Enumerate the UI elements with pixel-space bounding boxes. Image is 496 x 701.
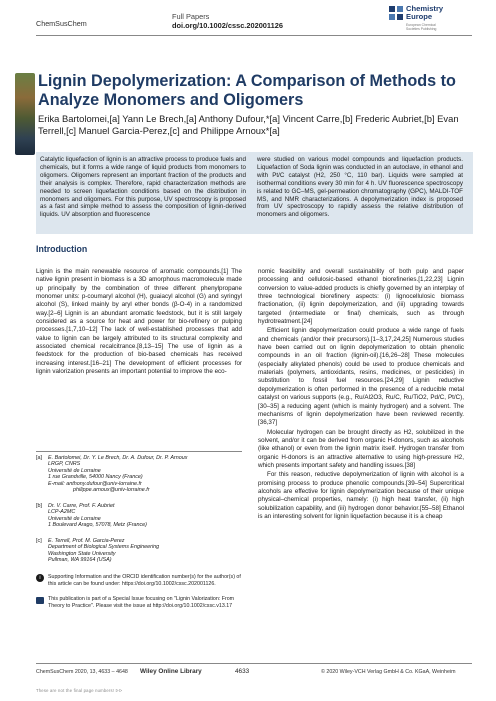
affiliation-line: Université de Lorraine [48, 467, 101, 474]
affiliation-rule [36, 451, 242, 452]
doi-link[interactable]: doi.org/10.1002/cssc.202001126 [172, 21, 283, 30]
affiliation-line: E. Terrell, Prof. M. Garcia-Perez [48, 538, 125, 544]
special-issue-text[interactable]: This publication is part of a Special Issue focusing on "Lignin Valorization: From Theory to Practice". Please visit the issue at http://doi.org/10.1002/cssc.v13.17 [48, 596, 235, 609]
body-paragraph: nomic feasibility and overall sustainability of both pulp and paper processing and cellulosic-based ethanol biorefineries.[1,22,23] Lignin conversion to value-added products is chiefly governed by an interplay of three technological biorefinery aspects: (i) lignocellulosic biomass fractionation, (ii) lignin depolymerization, and (iii) upgrading towards targeted (intermediate or final) chemicals, such as through hydrotreatment.[24] [258, 268, 464, 326]
paper-type: Full Papers [172, 12, 210, 21]
affiliation-line: 1 Boulevard Arago, 57078, Metz (France) [48, 522, 147, 529]
abstract-right-column: were studied on various model compounds and liquefaction products. Liquefaction of Soda lignin was conducted in an autoclave, in ethanol and with Pt/C catalyst (H2, 250 °C, 110 bar). Liquids were sampled at isothermal conditions every 30 min for 4 h. UV fluorescence spectroscopy is related to GC–MS, gel-permeation chromatography (GPC), MALDI-TOF MS, and NMR characterizations. A depolymerization index is proposed from UV spectroscopy to rapidly assess the relative distribution of monomers and oligomers. [257, 156, 463, 219]
affiliation-line: LCP-A2MC [48, 509, 76, 516]
logo-subtitle [406, 23, 476, 31]
chemistry-europe-logo-icon [389, 6, 403, 20]
logo-name-line1: Chemistry [406, 4, 444, 13]
body-paragraph: Lignin is the main renewable resource of aromatic compounds.[1] The native lignin present in biomass is a 3D amorphous macromolecule made up principally by the combination of three different phenylpropane monomer units: p-coumaryl alcohol (H), guaiacyl alcohol (G) and syringyl alcohol (S), linked mainly by aryl ether bonds (β-O-4) in a randomized way.[2–6] Lignin is an abundant aromatic feedstock, but it is still largely considered as a source for heat and power for bio-refinery or pulping processes.[1,7,10–12] The lack of well-established processes that add value to lignin can be largely attributed to its structural complexity and associated chemical recalcitrance.[8,13–15] The use of lignin as a feedstock for the production of bio-based chemicals has received increasing interest.[16–21] The development of efficient processes for lignin valorization presents an important potential to improve the eco- [36, 268, 242, 376]
affiliation-line: Pullman, WA 99164 (USA) [48, 557, 112, 564]
affiliation-label: [b] [36, 503, 42, 509]
page-number: 4633 [235, 668, 250, 675]
affiliation-line: Université de Lorraine [48, 515, 101, 522]
article-title: Lignin Depolymerization: A Comparison of Methods to Analyze Monomers and Oligomers [38, 72, 456, 109]
body-right-column [258, 268, 464, 522]
header-rule [36, 35, 472, 36]
logo-name [406, 5, 443, 22]
supporting-info-note [36, 574, 242, 587]
affiliation-label: [c] [36, 538, 42, 544]
affiliation-line: E. Bartolomei, Dr. Y. Le Brech, Dr. A. Dufour, Dr. P. Arnoux [48, 455, 188, 461]
footer-rule [36, 663, 472, 664]
affiliation-a [36, 455, 242, 494]
affiliation-line: LRGP, CNRS [48, 461, 81, 468]
affiliation-line: Washington State University [48, 550, 116, 557]
body-left-column [36, 268, 242, 377]
affiliation-b [36, 503, 242, 529]
chemistry-europe-logo [389, 4, 489, 38]
affiliation-c [36, 538, 242, 564]
affiliation-line: 1 rue Grandville, 54000 Nancy (France) [48, 474, 143, 481]
special-issue-icon [36, 597, 44, 604]
body-paragraph: For this reason, reductive depolymerization of lignin with alcohol is a promising process to produce phenolic compounds.[39–54] Supercritical alcohols are effective for lignin depolymerization because of their unique physical–chemical properties, namely: (i) high heat transfer, (ii) high solubilization capability, and (iii) hydrogen donor behavior.[55–58] Ethanol is an interesting solvent for lignin liquefaction because it is a cheap [258, 471, 464, 520]
affiliation-email[interactable]: E-mail: anthony.dufour@univ-lorraine.fr [48, 480, 142, 487]
affiliation-line: Department of Biological Systems Engineering [48, 544, 160, 551]
journal-name: ChemSusChem [36, 19, 87, 28]
affiliation-email[interactable]: philippe.arnoux@univ-lorraine.fr [73, 487, 150, 494]
supporting-info-icon: i [36, 574, 44, 582]
special-issue-note [36, 596, 242, 609]
footer-citation: ChemSusChem 2020, 13, 4633 – 4648 [36, 669, 128, 675]
article-thumbnail-image [15, 73, 35, 155]
footer-wiley-online-library[interactable]: Wiley Online Library [140, 668, 202, 675]
affiliation-line: Dr. V. Carre, Prof. F. Aubriet [48, 503, 115, 509]
logo-subtitle-line2: Societies Publishing [406, 27, 437, 31]
author-list: Erika Bartolomei,[a] Yann Le Brech,[a] Anthony Dufour,*[a] Vincent Carre,[b] Frederic Aubriet,[b] Evan Terrell,[c] Manuel Garcia-Perez,[c] and Philippe Arnoux*[a] [38, 113, 459, 137]
logo-name-line2: Europe [406, 12, 433, 22]
section-heading-introduction: Introduction [36, 244, 88, 254]
logo-subtitle-line1: European Chemical [406, 23, 436, 27]
supporting-info-text[interactable]: Supporting Information and the ORCID identification number(s) for the author(s) of this article can be found under: https://doi.org/10.1002/cssc.202001126. [48, 574, 241, 587]
abstract-left-column: Catalytic liquefaction of lignin is an attractive process to produce fuels and chemicals, but it forms a wide range of liquid products from monomers to oligomers. Oligomers represent an important fraction of the products and their analysis is complex. Therefore, rapid characterization methods are needed to screen liquefaction conditions based on the distribution in monomers and oligomers. For this purpose, UV spectroscopy is proposed as a fast and simple method to assess the composition of lignin-derived liquids. UV absorption and fluorescence [40, 156, 246, 219]
body-paragraph: Efficient lignin depolymerization could produce a wide range of fuels and chemicals (and/or their precursors).[1–3,17,24,25] Numerous studies have been carried out on lignin depolymerization to obtain phenolic compounds in an oil fraction (lignin-oil).[16,26–28] These molecules (especially alkylated phenols) could be used to produce chemicals and materials (polymers, antioxidants, resins, medicines, or pesticides) in substitution to fossil fuel resources.[24,29] Lignin reductive depolymerization is often performed in the presence of a reducible metal catalyst on various supports (e.g., Ru/Al2O3, Ru/C, Ru/TiO2, Pd/C, Pt/C),[30–35] a reducing agent (which is mainly hydrogen) and a solvent. The mechanisms of lignin depolymerization have been reviewed recently.[36,37] [258, 327, 464, 427]
footer-notice: These are not the final page numbers! ᐅᐅ [36, 688, 123, 693]
body-paragraph: Molecular hydrogen can be brought directly as H2, solubilized in the solvent, and/or it can be derived from organic H-donors, such as alcohols (like ethanol) or even from the lignin matrix itself. Hydrogen transfer from organic H-donors is an attractive alternative to using high-pressure H2, which presents important safety and handling issues.[38] [258, 428, 464, 469]
footer-copyright: © 2020 Wiley-VCH Verlag GmbH & Co. KGaA, Weinheim [321, 669, 456, 675]
affiliation-label: [a] [36, 455, 42, 461]
